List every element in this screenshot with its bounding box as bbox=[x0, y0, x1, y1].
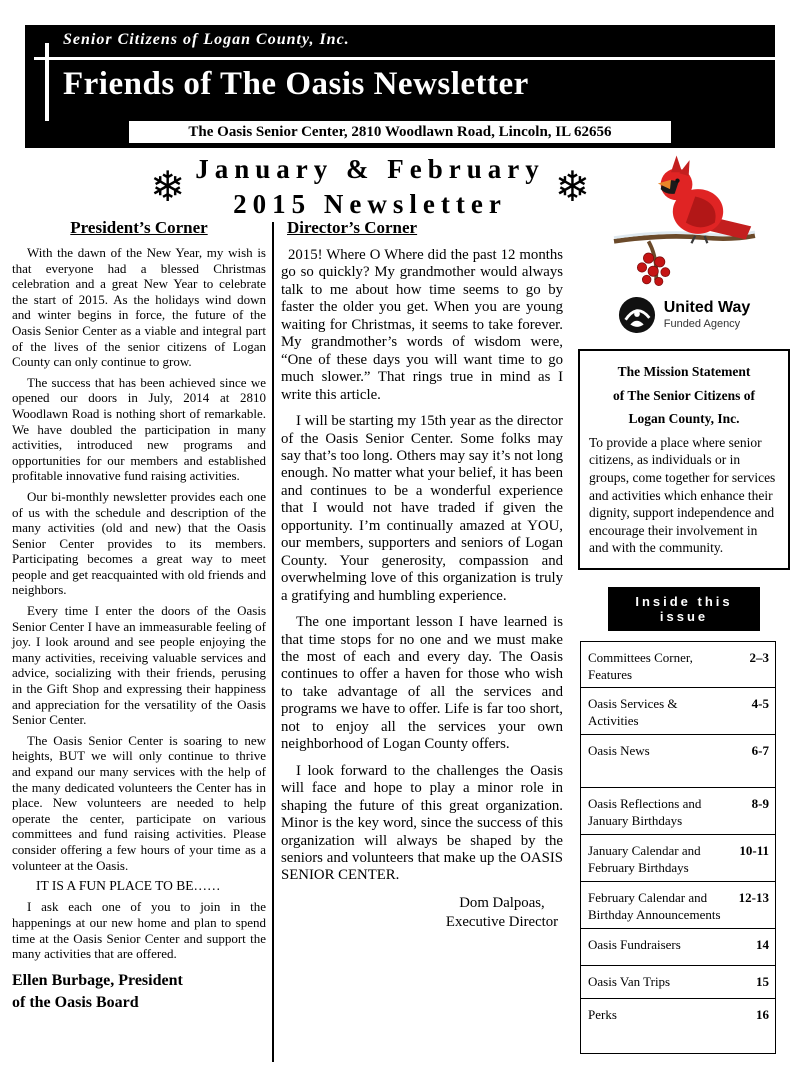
right-rail bbox=[578, 148, 790, 1054]
president-signature bbox=[12, 970, 266, 1015]
toc-item-pages: 2–3 bbox=[749, 649, 769, 665]
toc-row bbox=[580, 834, 776, 882]
toc-item-pages: 16 bbox=[756, 1006, 769, 1022]
toc-item-pages: 4-5 bbox=[751, 696, 769, 712]
directors-corner-column bbox=[281, 218, 563, 932]
president-paragraph: I ask each one of you to join in the happenings at our new home and plan to spend time at the Oasis Senior Center and support the many activities that are offered. bbox=[12, 899, 266, 962]
mission-title-line2: of The Senior Citizens of bbox=[612, 387, 755, 403]
toc-row bbox=[580, 965, 776, 999]
newsletter-title: Friends of The Oasis Newsletter bbox=[63, 66, 529, 102]
address-row bbox=[25, 121, 775, 148]
presidents-corner-heading: President’s Corner bbox=[70, 218, 208, 237]
toc-item-label: Oasis Fundraisers bbox=[588, 936, 681, 952]
toc-row bbox=[580, 734, 776, 788]
organization-name: Senior Citizens of Logan County, Inc. bbox=[63, 31, 350, 48]
mission-statement-box bbox=[578, 349, 790, 570]
president-paragraph: The success that has been achieved since we opened our doors in July, 2014 at 2810 Woodlawn Road is nothing short of remarkable. We have doubled the participation in many activities, introduced new programs and opportunities for our members and established profitable innovative fund raising activities. bbox=[12, 374, 266, 484]
director-paragraph: I will be starting my 15th year as the director of the Oasis Senior Center. Some folks may say that’s too long. Others may say it’s not long enough. No matter what your belief, it has been and continues to be a wonderful experience that I would not have traded if given the opportunity. I’m continually amazed at YOU, our members, supporters and seniors of Logan County. Your generosity, compassion and overwhelming love of this organization is truly a gratifying and humbling experience. bbox=[281, 413, 563, 604]
director-paragraph: The one important lesson I have learned is that time stops for no one and we must make the most of each and every day. The Oasis continues to offer a haven for those who wish to take advantage of all the services and programs we have to offer. Life is far too short, not to enjoy all the services your own neighborhood of Logan County offers. bbox=[281, 614, 563, 753]
toc-row bbox=[580, 881, 776, 929]
toc-item-label: Oasis Reflections and January Birthdays bbox=[588, 796, 702, 829]
toc-item-pages: 8-9 bbox=[751, 796, 769, 812]
president-paragraph: With the dawn of the New Year, my wish is that everyone had a blessed Christmas celebration and a great New Year to celebrate the start of 2015. As the holidays wind down and winter begins in force, the future of the Oasis Senior Center as a viable and integral part of the lives of the senior citizens of Logan County can only continue to grow. bbox=[12, 245, 266, 370]
cardinal-on-branch-illustration bbox=[604, 148, 764, 288]
director-signature-title: Executive Director bbox=[445, 914, 559, 931]
address-line: The Oasis Senior Center, 2810 Woodlawn Road, Lincoln, IL 62656 bbox=[129, 121, 671, 143]
toc-item-label: Committees Corner, Features bbox=[588, 649, 693, 682]
directors-corner-heading: Director’s Corner bbox=[287, 218, 418, 237]
mission-body: To provide a place where senior citizens, as individuals or in groups, come together for services and activities which enhance their dignity, support independence and encourage their involvement in and with the community. bbox=[589, 434, 776, 556]
column-divider-rule bbox=[272, 222, 274, 1062]
table-of-contents bbox=[580, 641, 776, 1054]
director-paragraph: I look forward to the challenges the Oasis will face and hope to play a minor role in shaping the future of this great organization. Minor is the key word, since the success of this organization will always be shaped by the seniors and volunteers that make up the OASIS SENIOR CENTER. bbox=[281, 762, 563, 884]
mission-title bbox=[589, 360, 779, 431]
toc-row bbox=[580, 787, 776, 835]
united-way-subtitle: Funded Agency bbox=[663, 317, 741, 330]
masthead-horizontal-rule bbox=[34, 57, 775, 60]
president-paragraph: The Oasis Senior Center is soaring to new heights, BUT we will only continue to thrive and expand our many services with the help of the many dedicated volunteers the Center has in place. New volunteers are needed to help operate the center, participate on various committees and fund raising activities. Please consider offering a few hours of your time as a volunteer at the Oasis. bbox=[12, 732, 266, 873]
issue-heading bbox=[150, 152, 590, 222]
president-signature-title: of the Oasis Board bbox=[12, 994, 139, 1012]
toc-item-label: February Calendar and Birthday Announcements bbox=[588, 889, 721, 922]
toc-item-label: Oasis Van Trips bbox=[588, 973, 671, 989]
inside-this-issue-banner: Inside this issue bbox=[608, 587, 760, 631]
toc-item-label: January Calendar and February Birthdays bbox=[588, 843, 701, 875]
toc-row bbox=[580, 687, 776, 735]
director-paragraph: 2015! Where O Where did the past 12 months go so quickly? My grandmother would always talk to me about how time seems to go by faster the older you get. When you are young waiting for Christmas, it seems to take forever. My grandmother’s words of wisdom were, “One of these days you will want time to go much slower.” That rings true in mind as I write this article. bbox=[281, 247, 563, 403]
director-signature-name: Dom Dalpoas, bbox=[459, 894, 545, 911]
president-paragraph: Our bi-monthly newsletter provides each one of us with the schedule and description of the many activities (old and new) that the Oasis Senior Center provides to its members. Participating becomes a great way to meet people and get reacquainted with old friends and neighbors. bbox=[12, 488, 266, 598]
toc-item-pages: 14 bbox=[756, 936, 769, 952]
snowflake-icon: ❄ bbox=[554, 162, 590, 212]
united-way-logo bbox=[578, 294, 790, 336]
snowflake-icon: ❄ bbox=[150, 162, 186, 212]
issue-title bbox=[195, 152, 544, 222]
president-paragraph: Every time I enter the doors of the Oasis Senior Center I have an immeasurable feeling of joy. I look around and see people enjoying the many activities, receiving valuable services and advice, socializing with their friends, perusing in the Gift Shop and expressing their happiness and appreciation for the versatility of the Oasis Senior Center. bbox=[12, 603, 266, 728]
toc-row bbox=[580, 641, 776, 689]
mission-title-line1: The Mission Statement bbox=[617, 364, 751, 379]
toc-item-label: Perks bbox=[588, 1006, 617, 1022]
cardinal-image bbox=[578, 148, 790, 290]
toc-row bbox=[580, 928, 776, 966]
united-way-text bbox=[664, 299, 751, 330]
toc-item-label: Oasis Services & Activities bbox=[588, 696, 678, 729]
president-signature-name: Ellen Burbage, President bbox=[12, 971, 183, 989]
toc-row bbox=[580, 998, 776, 1054]
fun-place-line: IT IS A FUN PLACE TO BE…… bbox=[36, 878, 221, 894]
masthead bbox=[25, 25, 775, 148]
presidents-corner-column bbox=[12, 218, 266, 1015]
united-way-logo-icon bbox=[618, 296, 656, 334]
toc-item-pages: 10-11 bbox=[739, 843, 769, 859]
director-signature bbox=[441, 894, 563, 932]
mission-title-line3: Logan County, Inc. bbox=[628, 411, 740, 427]
toc-item-label: Oasis News bbox=[588, 743, 650, 759]
toc-item-pages: 12-13 bbox=[738, 889, 769, 905]
toc-item-pages: 15 bbox=[756, 973, 769, 989]
united-way-name: United Way bbox=[663, 299, 751, 317]
issue-title-line2: 2015 Newsletter bbox=[233, 189, 507, 220]
toc-item-pages: 6-7 bbox=[751, 743, 769, 759]
issue-title-line1: January & February bbox=[195, 154, 545, 184]
